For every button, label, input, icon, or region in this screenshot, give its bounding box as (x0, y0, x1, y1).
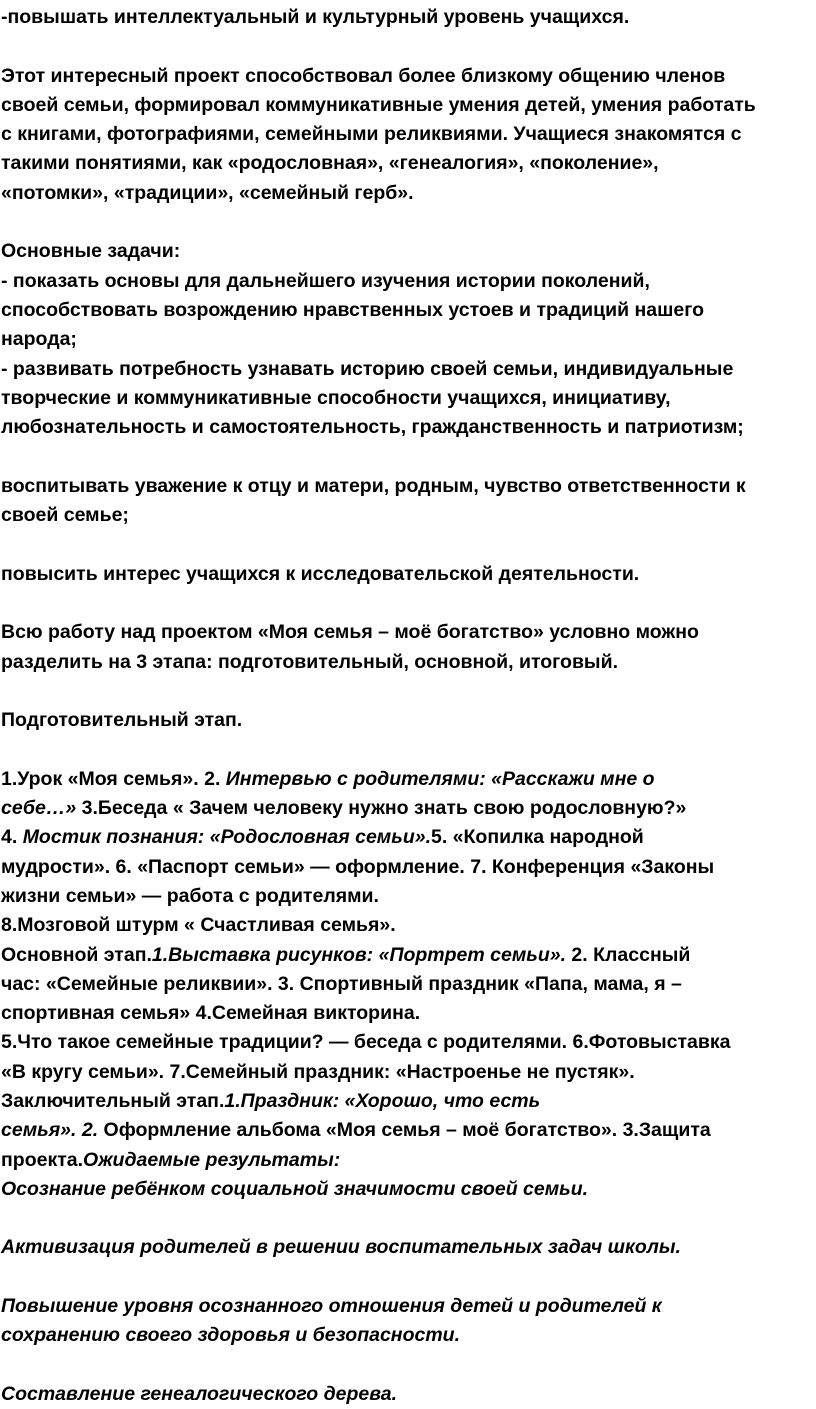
task-respect: воспитывать уважение к отцу и матери, родным, чувство ответственности к своей семье; (1, 474, 746, 527)
task-research: повысить интерес учащихся к исследовательской деятельности. (1, 562, 640, 585)
result-4: Составление генеалогического дерева. (1, 1382, 398, 1405)
main-stage: Основной этап.1.Выставка рисунков: «Портрет семьи». 2. Классный (1, 943, 691, 966)
main-tasks: Основные задачи: - показать основы для дальнейшего изучения истории поколений, способствовать возрождению нравственных устоев и традиций нашего народа; - развивать потребность узнавать историю своей семьи, индивидуальные творческие и коммуникативные способности учащихся, инициативу, любознательность и самостоятельность, гражданственность и патриотизм; (1, 237, 815, 442)
tasks-heading: Основные задачи: (1, 240, 181, 263)
goal-line: -повышать интеллектуальный и культурный уровень учащихся. (1, 6, 630, 28)
result-2: Активизация родителей в решении воспитательных задач школы. (1, 1236, 681, 1259)
result-3: Повышение уровня осознанного отношения детей и родителей к сохранению своего здоровья и безопасности. (1, 1295, 662, 1347)
project-description: Этот интересный проект способствовал более близкому общению членов своей семьи, формировал коммуникативные умения детей, умения работать с книгами, фотографиями, семейными реликвиями. Учащиеся знакомятся с такими понятиями, как «родословная», «генеалогия», «поколение», «потомки», «традиции», «семейный герб». (1, 64, 756, 204)
result-1: Осознание ребёнком социальной значимости своей семьи. (1, 1177, 589, 1200)
stages-list: 1.Урок «Моя семья». 2. Интервью с родителями: «Расскажи мне о себе…» 3.Беседа « Зачем человеку нужно знать свою родословную?» 4. Мостик познания: «Родословная семьи».5. «Копилка народной мудрости». 6. «Паспорт семьи» — оформление. 7. Конференция «Законы жизни семьи» — работа с родителями. 8.Мозговой штурм « Счастливая семья». Основной этап.1.Выставка рисунков: «Портрет семьи». 2. Классный час: «Семейные реликвии». 3. Спортивный праздник «Папа, мама, я – спортивная семья» 4.Семейная викторина. 5.Что такое семейные традиции? — беседа с родителями. 6.Фотовыставка «В кругу семьи». 7.Семейный праздник: «Настроенье не пустяк». Заключительный этап.1.Праздник: «Хорошо, что есть семья». 2. Оформление альбома «Моя семья – моё богатство». 3.Защита проекта.Ожидаемые результаты: Осознание ребёнком социальной значимости своей семьи. (1, 765, 815, 1204)
stages-intro: Всю работу над проектом «Моя семья – моё богатство» условно можно разделить на 3 этапа: подготовительный, основной, итоговый. (1, 621, 699, 673)
final-stage: Заключительный этап.1.Праздник: «Хорошо, что есть (1, 1089, 541, 1112)
document-page (1, 3, 815, 1409)
prep-stage-heading: Подготовительный этап. (1, 709, 243, 732)
